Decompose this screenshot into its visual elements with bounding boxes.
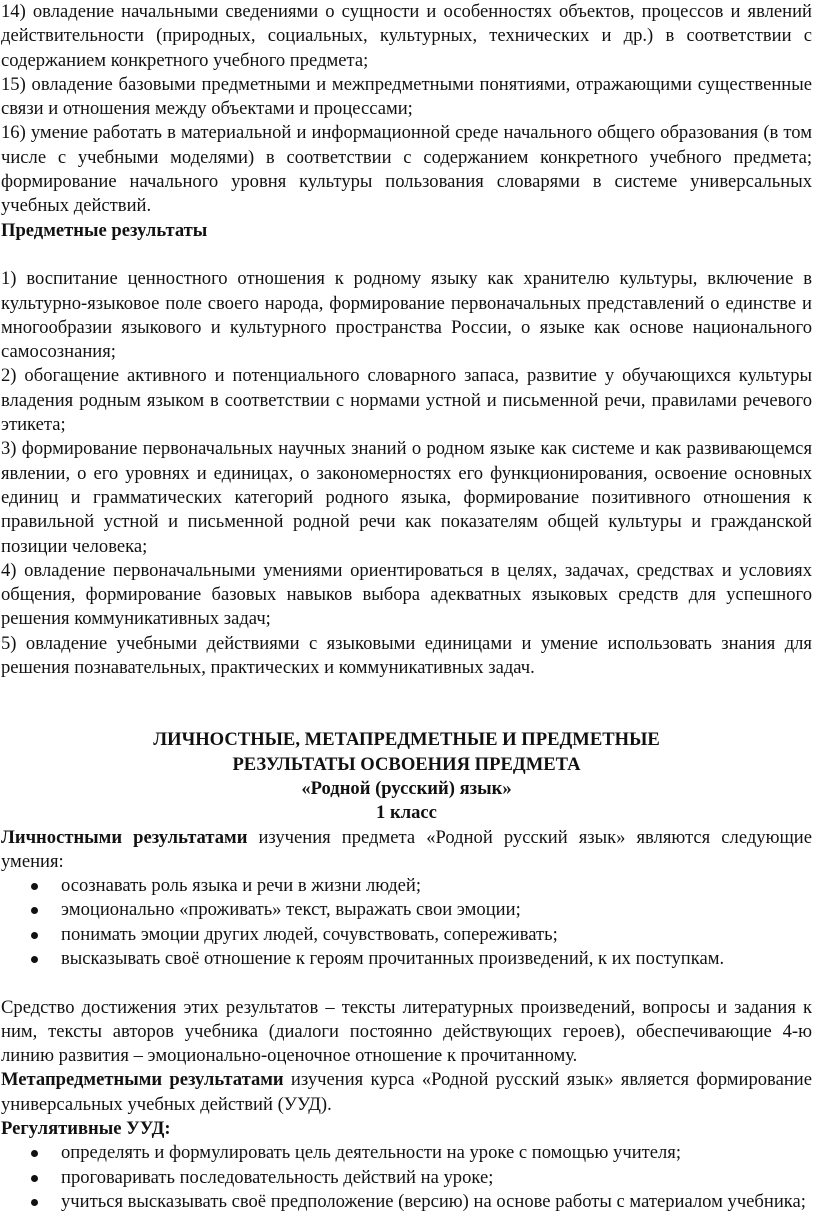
subject-results-heading: Предметные результаты	[1, 219, 208, 241]
subject-result-item: 3) формирование первоначальных научных знаний о родном языке как системе и как развивающемся явлении, о его уровнях и единицах, о закономерностях его функционирования, освоение основных единиц и грамматических категорий родного языка, формирование позитивного отношения к правильной устной и письменной родной речи как показателям общей культуры и гражданской позиции человека;	[1, 438, 812, 557]
regulative-list	[1, 1141, 812, 1214]
list-item: высказывать своё отношение к героям прочитанных произведений, к их поступкам.	[1, 947, 812, 971]
personal-results-paragraph	[1, 826, 812, 875]
section-title-line-1: ЛИЧНОСТНЫЕ, МЕТАПРЕДМЕТНЫЕ И ПРЕДМЕТНЫЕ	[153, 729, 660, 751]
subject-result-item: 4) овладение первоначальными умениями ориентироваться в целях, задачах, средствах и условиях общения, формирование базовых навыков выбора адекватных языковых средств для успешного решения коммуникативных задач;	[1, 559, 812, 630]
personal-results-lead: Личностными результатами	[1, 826, 248, 848]
list-item: эмоционально «проживать» текст, выражать свои эмоции;	[1, 898, 812, 922]
regulative-heading: Регулятивные УУД:	[1, 1118, 171, 1140]
list-item: проговаривать последовательность действий на уроке;	[1, 1166, 812, 1190]
intro-item-14: 14) овладение начальными сведениями о сущности и особенностях объектов, процессов и явлений действительности (природных, социальных, культурных, технических и др.) в соответствии с содержанием конкретного учебного предмета;	[1, 1, 812, 71]
list-item: учиться высказывать своё предположение (версию) на основе работы с материалом учебника;	[1, 1190, 812, 1214]
list-item: понимать эмоции других людей, сочувствовать, сопереживать;	[1, 923, 812, 947]
personal-results-list	[1, 874, 812, 971]
section-title-grade: 1 класс	[376, 802, 437, 824]
personal-results-text: изучения предмета «Родной русский язык» являются следующие умения:	[1, 826, 813, 872]
section-title-line-2: РЕЗУЛЬТАТЫ ОСВОЕНИЯ ПРЕДМЕТА	[232, 753, 581, 775]
meta-results-lead: Метапредметными результатами	[1, 1069, 284, 1091]
meta-results-text: изучения курса «Родной русский язык» является формирование универсальных учебных действий (УУД).	[1, 1069, 812, 1115]
list-item: осознавать роль языка и речи в жизни людей;	[1, 874, 812, 898]
subject-result-item: 1) воспитание ценностного отношения к родному языку как хранителю культуры, включение в культурно-языковое поле своего народа, формирование первоначальных представлений о единстве и многообразии языкового и культурного пространства России, о языке как основе национального самосознания;	[1, 268, 812, 363]
section-title-subject: «Родной (русский) язык»	[301, 777, 512, 799]
subject-result-item: 2) обогащение активного и потенциального словарного запаса, развитие у обучающихся культуры владения родным языком в соответствии с нормами устной и письменной речи, правилами речевого этикета;	[1, 365, 812, 436]
list-item: определять и формулировать цель деятельности на уроке с помощью учителя;	[1, 1141, 812, 1165]
means-paragraph: Средство достижения этих результатов – тексты литературных произведений, вопросы и задания к ним, тексты авторов учебника (диалоги постоянно действующих героев), обеспечивающие 4-ю линию развития – эмоционально-оценочное отношение к прочитанному.	[1, 996, 812, 1067]
intro-item-16: 16) умение работать в материальной и информационной среде начального общего образования (в том числе с учебными моделями) в соответствии с содержанием конкретного учебного предмета; формирование начального уровня культуры пользования словарями в системе универсальных учебных действий.	[1, 122, 812, 217]
subject-result-item: 5) овладение учебными действиями с языковыми единицами и умение использовать знания для решения познавательных, практических и коммуникативных задач.	[1, 632, 812, 679]
meta-results-paragraph	[1, 1068, 812, 1117]
intro-item-15: 15) овладение базовыми предметными и межпредметными понятиями, отражающими существенные связи и отношения между объектами и процессами;	[1, 73, 812, 120]
